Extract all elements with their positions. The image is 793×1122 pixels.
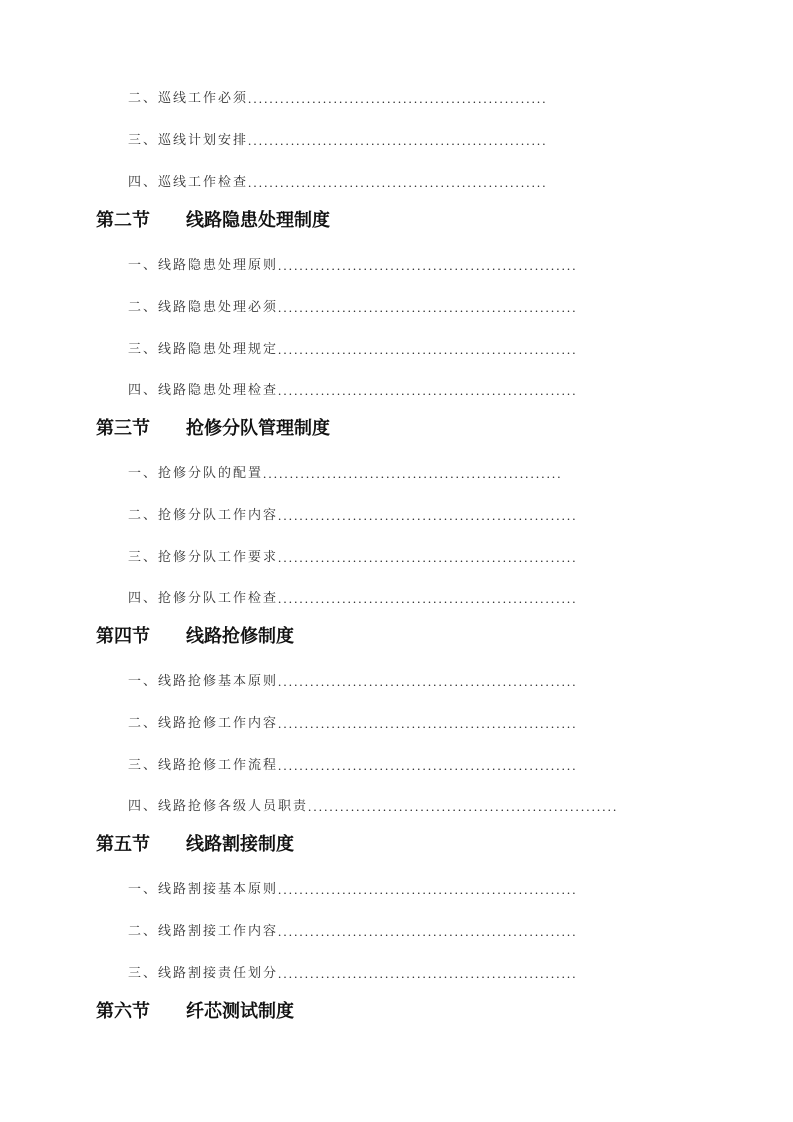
toc-dot-leader: ........................................................ xyxy=(278,758,578,773)
toc-entry-label: 二、线路隐患处理必须 xyxy=(128,300,279,315)
toc-dot-leader: ........................................................ xyxy=(278,966,578,981)
toc-entry[interactable] xyxy=(128,88,648,110)
toc-section-heading[interactable] xyxy=(96,208,330,234)
toc-section-heading[interactable] xyxy=(96,624,294,650)
toc-entry[interactable] xyxy=(128,755,680,777)
toc-entry[interactable] xyxy=(128,339,680,361)
toc-entry-label: 四、线路隐患处理检查 xyxy=(128,383,279,398)
toc-entry-label: 四、抢修分队工作检查 xyxy=(128,591,279,606)
toc-entry-label: 一、抢修分队的配置 xyxy=(128,466,264,481)
toc-entry[interactable] xyxy=(128,463,664,485)
toc-section-heading[interactable] xyxy=(96,416,330,442)
toc-entry[interactable] xyxy=(128,380,680,402)
toc-dot-leader: ........................................................ xyxy=(248,175,548,190)
toc-dot-leader: ........................................................ xyxy=(278,591,578,606)
toc-section-heading[interactable] xyxy=(96,999,294,1025)
toc-entry[interactable] xyxy=(128,879,680,901)
toc-entry-label: 三、线路割接责任划分 xyxy=(128,966,279,981)
section-number: 第二节 xyxy=(96,210,150,231)
toc-entry-label: 二、巡线工作必须 xyxy=(128,91,249,106)
toc-dot-leader: ........................................................ xyxy=(278,342,578,357)
toc-entry[interactable] xyxy=(128,713,680,735)
toc-entry[interactable] xyxy=(128,172,648,194)
section-title: 纤芯测试制度 xyxy=(186,1001,294,1022)
section-number: 第五节 xyxy=(96,834,150,855)
toc-dot-leader: ........................................................ xyxy=(278,882,578,897)
toc-entry-label: 一、线路隐患处理原则 xyxy=(128,258,279,273)
toc-dot-leader: ........................................................ xyxy=(278,508,578,523)
toc-entry-label: 二、线路割接工作内容 xyxy=(128,924,279,939)
toc-entry[interactable] xyxy=(128,921,680,943)
toc-entry[interactable] xyxy=(128,588,680,610)
toc-entry-label: 四、巡线工作检查 xyxy=(128,175,249,190)
toc-entry[interactable] xyxy=(128,505,680,527)
toc-dot-leader: ........................................................ xyxy=(248,91,548,106)
toc-dot-leader: .......................................................... xyxy=(308,799,619,814)
section-title: 线路抢修制度 xyxy=(186,626,294,647)
toc-dot-leader: ........................................................ xyxy=(278,716,578,731)
toc-entry[interactable] xyxy=(128,796,700,818)
toc-dot-leader: ........................................................ xyxy=(248,133,548,148)
toc-entry-label: 三、线路隐患处理规定 xyxy=(128,342,279,357)
section-title: 线路割接制度 xyxy=(186,834,294,855)
toc-entry[interactable] xyxy=(128,297,680,319)
toc-dot-leader: ........................................................ xyxy=(278,674,578,689)
toc-entry-label: 二、抢修分队工作内容 xyxy=(128,508,279,523)
section-number: 第四节 xyxy=(96,626,150,647)
toc-dot-leader: ........................................................ xyxy=(278,300,578,315)
toc-entry-label: 三、巡线计划安排 xyxy=(128,133,249,148)
toc-section-heading[interactable] xyxy=(96,832,294,858)
section-number: 第三节 xyxy=(96,418,150,439)
toc-entry[interactable] xyxy=(128,547,680,569)
toc-entry-label: 一、线路割接基本原则 xyxy=(128,882,279,897)
toc-dot-leader: ........................................................ xyxy=(278,550,578,565)
section-number: 第六节 xyxy=(96,1001,150,1022)
toc-entry[interactable] xyxy=(128,255,680,277)
toc-dot-leader: ........................................................ xyxy=(263,466,563,481)
toc-dot-leader: ........................................................ xyxy=(278,924,578,939)
section-title: 抢修分队管理制度 xyxy=(186,418,330,439)
toc-dot-leader: ........................................................ xyxy=(278,383,578,398)
toc-entry-label: 三、线路抢修工作流程 xyxy=(128,758,279,773)
toc-entry-label: 三、抢修分队工作要求 xyxy=(128,550,279,565)
section-title: 线路隐患处理制度 xyxy=(186,210,330,231)
toc-entry[interactable] xyxy=(128,130,648,152)
toc-entry-label: 四、线路抢修各级人员职责 xyxy=(128,799,309,814)
toc-entry[interactable] xyxy=(128,671,680,693)
toc-entry[interactable] xyxy=(128,963,680,985)
toc-dot-leader: ........................................................ xyxy=(278,258,578,273)
toc-entry-label: 一、线路抢修基本原则 xyxy=(128,674,279,689)
toc-entry-label: 二、线路抢修工作内容 xyxy=(128,716,279,731)
